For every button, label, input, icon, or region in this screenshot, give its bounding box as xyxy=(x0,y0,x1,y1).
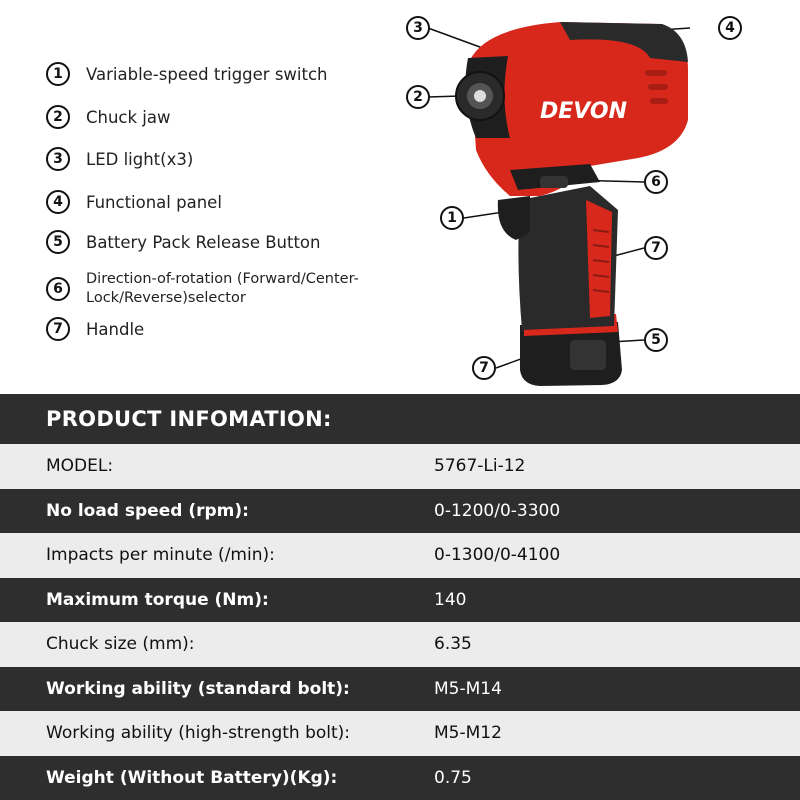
number-2-badge: 2 xyxy=(46,105,70,129)
spec-value: 0.75 xyxy=(434,767,472,788)
spec-key: Impacts per minute (/min): xyxy=(46,545,275,566)
spec-row-torque xyxy=(0,578,800,623)
spec-value: M5-M14 xyxy=(434,678,502,699)
legend-label-led: LED light(x3) xyxy=(86,149,194,169)
legend-item-3 xyxy=(46,147,193,171)
callout-3: 3 xyxy=(406,16,430,40)
impact-driver-image xyxy=(390,0,800,390)
spec-title: PRODUCT INFOMATION: xyxy=(0,394,800,444)
number-6-badge: 6 xyxy=(46,277,70,301)
legend-item-2 xyxy=(46,105,171,129)
spec-value: 5767-Li-12 xyxy=(434,456,526,477)
spec-row-impacts xyxy=(0,533,800,578)
spec-row-no-load-speed xyxy=(0,489,800,534)
callout-1: 1 xyxy=(440,206,464,230)
spec-value: 6.35 xyxy=(434,634,472,655)
legend-label-battery-release: Battery Pack Release Button xyxy=(86,232,321,252)
legend-label-direction-selector: Direction-of-rotation (Forward/Center-Lock/Reverse)selector xyxy=(86,271,359,306)
number-4-badge: 4 xyxy=(46,190,70,214)
number-1-badge: 1 xyxy=(46,62,70,86)
brand-logo: DEVON xyxy=(540,99,628,124)
legend-item-1 xyxy=(46,62,328,86)
legend-label-trigger: Variable-speed trigger switch xyxy=(86,64,328,84)
spec-key: Working ability (standard bolt): xyxy=(46,678,350,699)
legend-label-panel: Functional panel xyxy=(86,192,222,212)
spec-row-model xyxy=(0,444,800,489)
legend-item-7 xyxy=(46,317,144,341)
spec-key: Chuck size (mm): xyxy=(46,634,195,655)
callout-2: 2 xyxy=(406,85,430,109)
product-information-table xyxy=(0,394,800,800)
spec-key: Weight (Without Battery)(Kg): xyxy=(46,767,338,788)
spec-row-weight xyxy=(0,756,800,800)
callout-6: 6 xyxy=(644,170,668,194)
spec-key: Maximum torque (Nm): xyxy=(46,589,269,610)
callout-5: 5 xyxy=(644,328,668,352)
number-7-badge: 7 xyxy=(46,317,70,341)
spec-row-chuck-size xyxy=(0,622,800,667)
spec-value: 0-1200/0-3300 xyxy=(434,500,561,521)
spec-value: M5-M12 xyxy=(434,723,502,744)
callout-7-handle: 7 xyxy=(472,356,496,380)
spec-value: 140 xyxy=(434,589,467,610)
legend-item-6 xyxy=(46,270,386,308)
number-5-badge: 5 xyxy=(46,230,70,254)
legend-item-5 xyxy=(46,230,321,254)
legend-label-handle: Handle xyxy=(86,319,145,339)
legend-label-chuck: Chuck jaw xyxy=(86,107,171,127)
impact-driver-illustration xyxy=(390,0,800,390)
spec-row-standard-bolt xyxy=(0,667,800,712)
number-3-badge: 3 xyxy=(46,147,70,171)
spec-row-high-strength-bolt xyxy=(0,711,800,756)
spec-key: No load speed (rpm): xyxy=(46,500,249,521)
spec-key: Working ability (high-strength bolt): xyxy=(46,723,351,744)
callout-4: 4 xyxy=(718,16,742,40)
legend-item-4 xyxy=(46,190,222,214)
spec-value: 0-1300/0-4100 xyxy=(434,545,561,566)
callout-7-grip: 7 xyxy=(644,236,668,260)
spec-key: MODEL: xyxy=(46,456,114,477)
